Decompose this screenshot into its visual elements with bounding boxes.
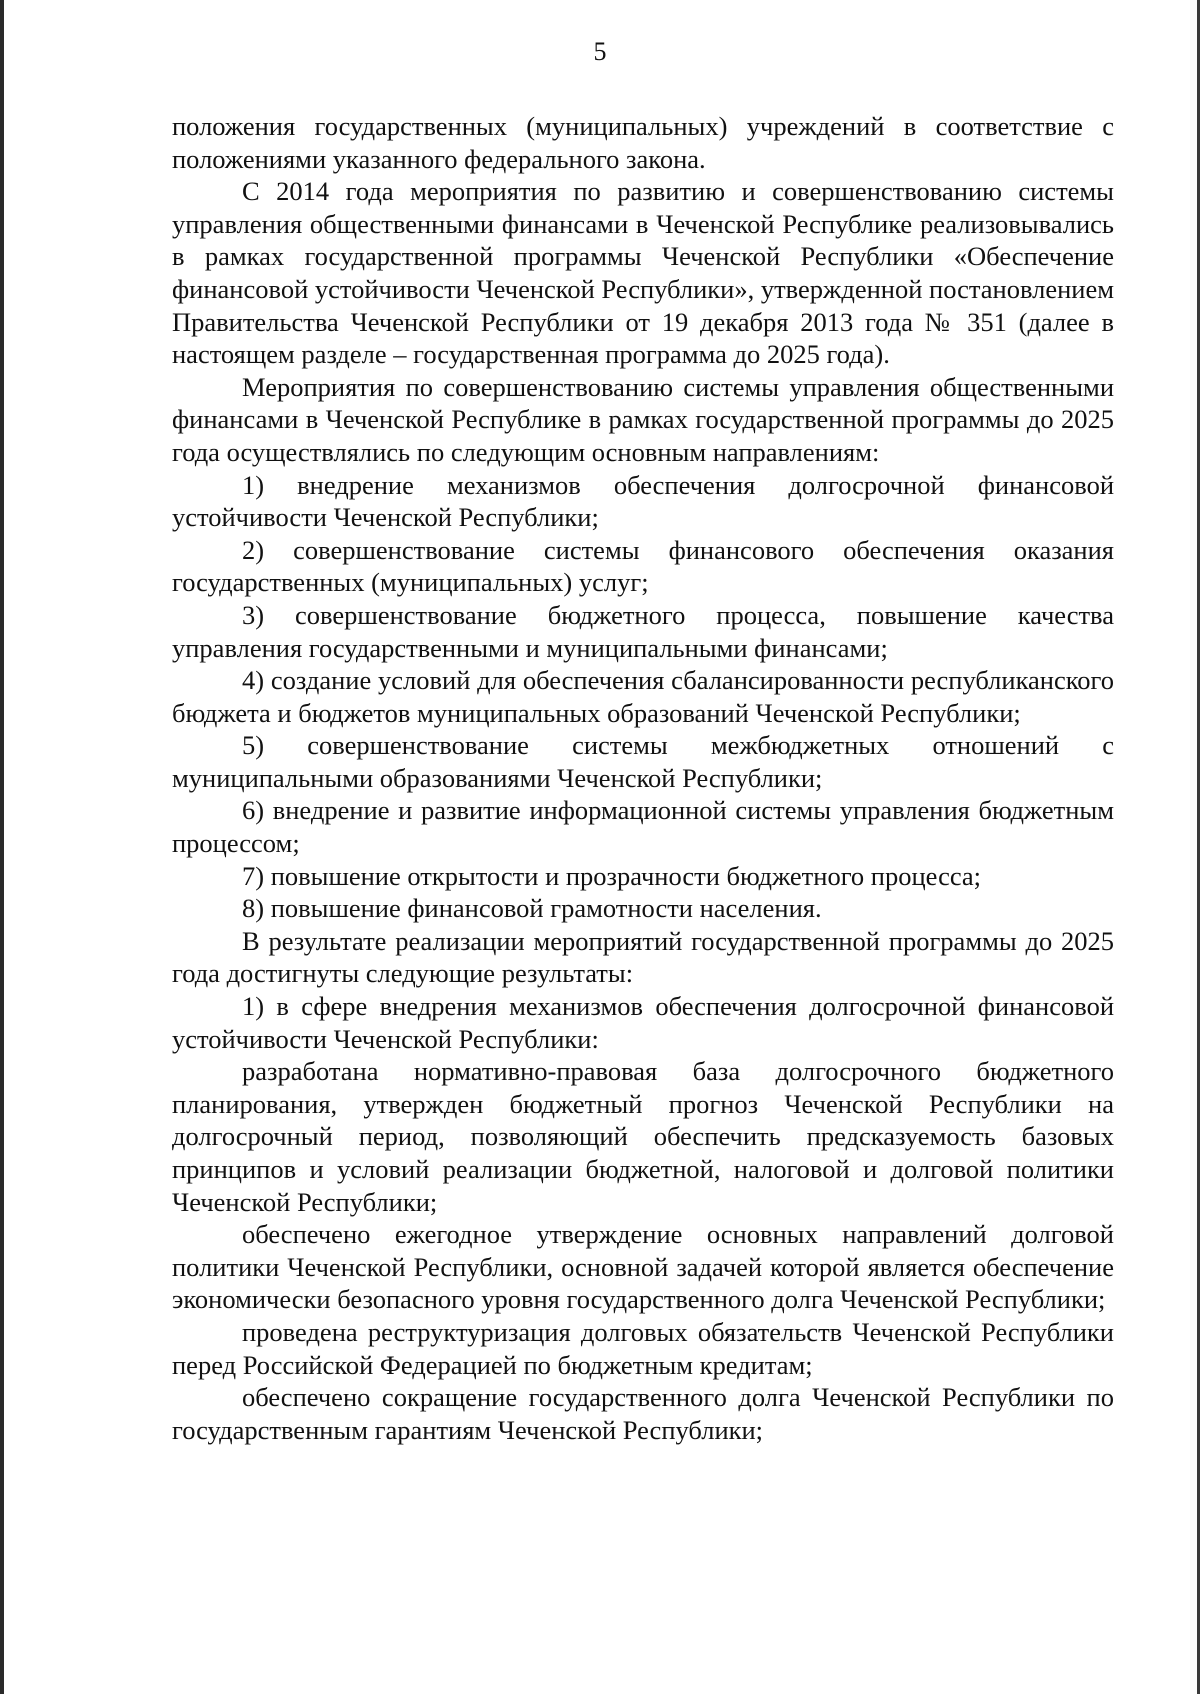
list-item-direction-1: 1) внедрение механизмов обеспечения долгосрочной финансовой устойчивости Чеченской Республики; [172,469,1114,533]
paragraph-result-debt-reduction: обеспечено сокращение государственного долга Чеченской Республики по государственным гарантиям Чеченской Республики; [172,1382,1114,1445]
document-body [172,110,1114,1446]
list-item-direction-2: 2) совершенствование системы финансового обеспечения оказания государственных (муниципальных) услуг; [172,534,1114,598]
paragraph-result-restructuring: проведена реструктуризация долговых обязательств Чеченской Республики перед Российской Федерацией по бюджетным кредитам; [172,1316,1114,1380]
paragraph-program-history: С 2014 года мероприятия по развитию и совершенствованию системы управления общественными финансами в Чеченской Республике реализовывались в рамках государственной программы Чеченской Республики «Обеспечение финансовой устойчивости Чеченской Республики», утвержденной постановлением Правительства Чеченской Республики от 19 декабря 2013 года № 351 (далее в настоящем разделе – государственная программа до 2025 года). [172,176,1115,370]
list-item-result-1: 1) в сфере внедрения механизмов обеспечения долгосрочной финансовой устойчивости Чеченской Республики: [172,991,1114,1054]
page-number: 5 [593,37,607,66]
paragraph-result-debt-policy: обеспечено ежегодное утверждение основных направлений долговой политики Чеченской Республики, основной задачей которой является обеспечение экономически безопасного уровня государственного долга Чеченской Республики; [172,1219,1114,1315]
scan-edge-left [0,0,4,1694]
list-item-direction-6: 6) внедрение и развитие информационной системы управления бюджетным процессом; [172,795,1114,859]
paragraph-result-legal-base: разработана нормативно-правовая база долгосрочного бюджетного планирования, утвержден бюджетный прогноз Чеченской Республики на долгосрочный период, позволяющий обеспечить предсказуемость базовых принципов и условий реализации бюджетной, налоговой и долговой политики Чеченской Республики; [172,1056,1114,1217]
list-item-direction-8: 8) повышение финансовой грамотности населения. [242,893,822,924]
paragraph-results-intro: В результате реализации мероприятий государственной программы до 2025 года достигнуты следующие результаты: [172,925,1114,989]
list-item-direction-5: 5) совершенствование системы межбюджетных отношений с муниципальными образованиями Чеченской Республики; [172,730,1114,793]
list-item-direction-3: 3) совершенствование бюджетного процесса, повышение качества управления государственными и муниципальными финансами; [172,599,1114,663]
list-item-direction-7: 7) повышение открытости и прозрачности бюджетного процесса; [242,860,982,891]
paragraph-continuation: положения государственных (муниципальных) учреждений в соответствие с положениями указанного федерального закона. [172,111,1114,174]
list-item-direction-4: 4) создание условий для обеспечения сбалансированности республиканского бюджета и бюджетов муниципальных образований Чеченской Республики; [172,665,1114,728]
paragraph-directions-intro: Мероприятия по совершенствованию системы управления общественными финансами в Чеченской Республике в рамках государственной программы до 2025 года осуществлялись по следующим основным направлениям: [172,371,1114,467]
